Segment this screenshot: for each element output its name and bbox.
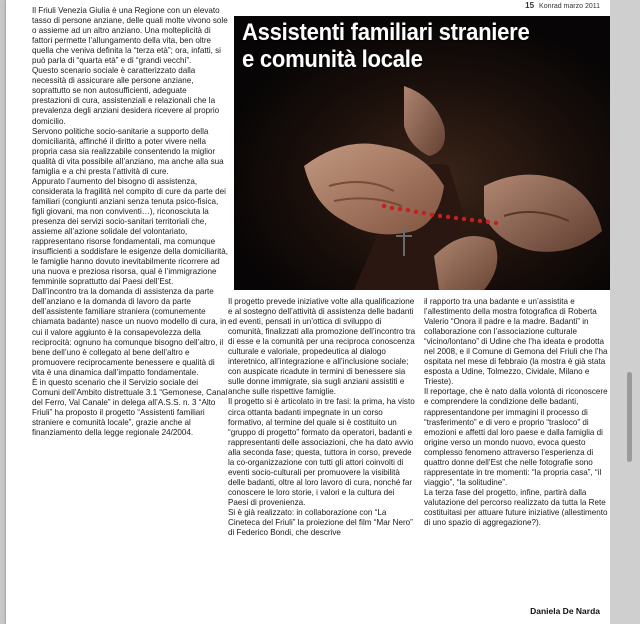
article-column-right: [424, 297, 610, 528]
paragraph: Si è già realizzato: in collaborazione con “La Cineteca del Friuli” la proiezione del film “Mar Nero” di Federico Bondi, che descrive: [228, 507, 413, 538]
magazine-page: [6, 0, 610, 624]
paragraph: Appurato l’aumento del bisogno di assistenza, considerata la fragilità nel compito di cure da parte dei familiari (congiunti anziani senza tenuta psico-fisica, figli giovani, ma non conviventi…), riconosciuta la presenza dei servizi socio-sanitari territoriali che, assieme all’azione solidale del volontariato, rappresentano risorse fondamentali, ma comunque insufficienti a soddisfare le esigenze della domiciliarità, le famiglie hanno dovuto inevitabilmente ricorrere ad una nuova e preziosa risorsa, qual è l’immigrazione femminile soprattutto dai Paesi dell’Est.: [32, 176, 229, 287]
scrollbar-thumb[interactable]: [627, 372, 632, 462]
article-column-middle: [228, 297, 416, 538]
page-number: 15: [525, 1, 535, 10]
paragraph: La terza fase del progetto, infine, partirà dalla valutazione del percorso realizzato da tutta la Rete costituitasi per attuare future iniziative (allestimento di uno spazio di aggregazione?).: [424, 487, 608, 528]
page-header: [525, 1, 600, 10]
paragraph: Questo scenario sociale è caratterizzato dalla necessità di assicurare alle persone anziane, soprattutto se non autosufficienti, adeguate prestazioni di cura, assistenziali e relazionali che la prevalenza degli anziani desidera ricevere al proprio domicilio.: [32, 66, 220, 126]
paragraph: Servono politiche socio-sanitarie a supporto della domiciliarità, affinché il diritto a poter vivere nella propria casa sia realizzabile consentendo la miglior qualità di vita possibile all’anziano, ma anche alla sua famiglia e a chi presta l’attività di cure.: [32, 126, 224, 176]
paragraph: il rapporto tra una badante e un’assistita e l’allestimento della mostra fotografica di Roberta Valerio “Onora il padre e la madre. Badanti” in collaborazione con l’associazione culturale “vicino/lontano” di Udine che l’ha ideata e prodotta nel 2008, e il Comune di Gemona del Friuli che l’ha ospitata nel mese di febbraio (la mostra è già stata esposta a Udine, Tolmezzo, Cividale, Milano e Trieste).: [424, 297, 608, 387]
article-photo: [234, 16, 610, 290]
paragraph: Il Friuli Venezia Giulia è una Regione con un elevato tasso di persone anziane, delle quali molte vivono sole o assieme ad un altro anziano. Una molteplicità di fattori permette l’allungamento della vita, ben oltre quella che veniva definita la “terza età”; ora, infatti, si può parla di “quarta età” e di “grandi vecchi”.: [32, 6, 228, 66]
article-headline: [242, 19, 582, 73]
paragraph: Il progetto si è articolato in tre fasi: la prima, ha visto circa ottanta badanti impegnate in un corso formativo, al termine del quale si è costituito un “gruppo di progetto” formato da operatori, badanti e rappresentanti delle associazioni, che ha dato avvio alla seconda fase; questa, tuttora in corso, prevede la co-organizzazione con tutti gli attori coinvolti di eventi socio-culturali per promuovere la visibilità delle badanti, oltre al loro lavoro di cura, nonché far conoscere le loro storie, i valori e la cultura dei Paesi di provenienza.: [228, 397, 415, 507]
paragraph: Il reportage, che è nato dalla volontà di riconoscere e comprendere la condizione delle badanti, rappresentandone per immagini il processo di “trasferimento” e di vero e proprio “trasloco” di emozioni e affetti dal loro paese e dalla famiglia di origine verso un mondo nuovo, evoca questo complesso fenomeno attraverso l’esperienza di quattro donne dell’Est che nelle fotografie sono rappresentate in tre momenti: “la propria casa”, “il viaggio”, “la solitudine”.: [424, 387, 608, 487]
headline-line-1: Assistenti familiari straniere: [242, 19, 530, 46]
article-author: Daniela De Narda: [530, 606, 600, 616]
paragraph: Il progetto prevede iniziative volte alla qualificazione e al sostegno dell’attività di assistenza delle badanti ed eventi, pensati in un’ottica di sviluppo di comunità, finalizzati alla promozione dell’incontro tra di esse e la comunità per una reciproca conoscenza culturale e valoriale, propedeutica al dialogo interetnico, all’integrazione e all’inclusione sociale; con auspicate ricadute in termini di benessere sia sulle donne immigrate, sia sugli anziani assistiti e anche sulle rispettive famiglie.: [228, 297, 416, 397]
paragraph: È in questo scenario che il Servizio sociale dei Comuni dell’Ambito distrettuale 3.1 “Gemonese, Canal del Ferro, Val Canale” in delega all’A.S.S. n. 3 “Alto Friuli” ha proposto il progetto “Assistenti familiari straniere e comunità locale”, grazie anche al finanziamento della legge regionale 24/2004.: [32, 377, 228, 437]
issue-label: Konrad marzo 2011: [539, 3, 600, 10]
headline-line-2: e comunità locale: [242, 46, 423, 73]
viewer-sidebar: [610, 0, 640, 624]
paragraph: Dall’incontro tra la domanda di assistenza da parte dell’anziano e la domanda di lavoro da parte dell’assistente familiare straniera (comunemente chiamata badante) nasce un nuovo modello di cura, in cui il valore aggiunto è la consapevolezza della reciprocità: ognuno ha comunque bisogno dell’altro, il bene dell’uno è collegato al bene dell’altro e promuovere reciprocamente benessere e qualità di vita è una dinamica dall’impatto fondamentale.: [32, 287, 227, 377]
article-column-left: [32, 6, 228, 438]
